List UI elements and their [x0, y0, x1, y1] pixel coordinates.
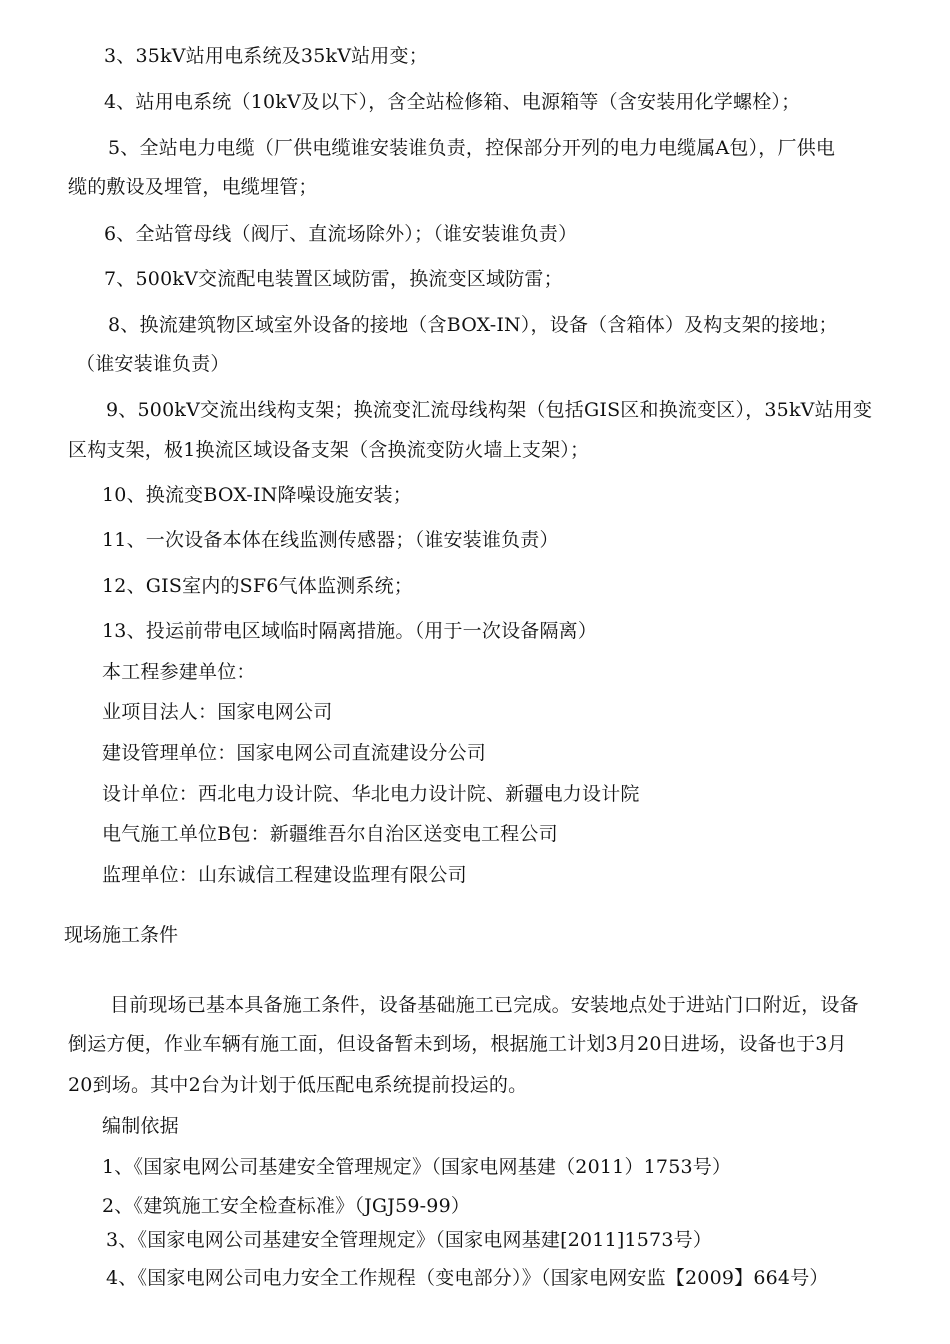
section-heading-site-conditions: 现场施工条件	[64, 924, 179, 946]
scope-item-9-line1: 9、500kV交流出线构支架；换流变汇流母线构架（包括GIS区和换流变区），35kV站用变	[106, 399, 873, 421]
scope-item-4: 4、站用电系统（10kV及以下），含全站检修箱、电源箱等（含安装用化学螺栓）；	[104, 91, 801, 113]
scope-item-11: 11、一次设备本体在线监测传感器；（谁安装谁负责）	[102, 529, 559, 551]
participant-construction: 电气施工单位B包：新疆维吾尔自治区送变电工程公司	[102, 823, 558, 845]
basis-item-3: 3、《国家电网公司基建安全管理规定》（国家电网基建[2011]1573号）	[106, 1229, 713, 1251]
site-conditions-line1: 目前现场已基本具备施工条件，设备基础施工已完成。安装地点处于进站门口附近，设备	[110, 994, 859, 1016]
scope-item-12: 12、GIS室内的SF6气体监测系统；	[102, 575, 413, 597]
scope-item-10: 10、换流变BOX-IN降噪设施安装；	[102, 484, 412, 506]
participant-supervision: 监理单位：山东诚信工程建设监理有限公司	[102, 864, 467, 886]
basis-item-1: 1、《国家电网公司基建安全管理规定》（国家电网基建（2011）1753号）	[102, 1156, 732, 1178]
scope-item-3: 3、35kV站用电系统及35kV站用变；	[104, 45, 428, 67]
site-conditions-line3: 20到场。其中2台为计划于低压配电系统提前投运的。	[68, 1074, 528, 1096]
scope-item-9-line2: 区构支架，极1换流区域设备支架（含换流变防火墙上支架）；	[68, 439, 590, 461]
scope-item-8-line2: （谁安装谁负责）	[76, 353, 230, 375]
section-heading-basis: 编制依据	[102, 1115, 179, 1137]
participant-management: 建设管理单位：国家电网公司直流建设分公司	[102, 742, 487, 764]
scope-item-6: 6、全站管母线（阀厅、直流场除外）；（谁安装谁负责）	[104, 223, 578, 245]
participant-owner: 业项目法人：国家电网公司	[102, 701, 333, 723]
scope-item-13: 13、投运前带电区域临时隔离措施。（用于一次设备隔离）	[102, 620, 598, 642]
basis-item-4: 4、《国家电网公司电力安全工作规程（变电部分）》（国家电网安监【2009】664号）	[106, 1267, 829, 1289]
basis-item-2: 2、《建筑施工安全检查标准》（JGJ59-99）	[102, 1195, 471, 1217]
participant-design: 设计单位：西北电力设计院、华北电力设计院、新疆电力设计院	[102, 783, 640, 805]
scope-item-5-line1: 5、全站电力电缆（厂供电缆谁安装谁负责，控保部分开列的电力电缆属A包），厂供电	[108, 137, 836, 159]
participants-intro: 本工程参建单位：	[102, 661, 256, 683]
scope-item-5-line2: 缆的敷设及埋管，电缆埋管；	[68, 176, 318, 198]
site-conditions-line2: 倒运方便，作业车辆有施工面，但设备暂未到场，根据施工计划3月20日进场，设备也于3月	[68, 1033, 847, 1055]
scope-item-7: 7、500kV交流配电装置区域防雷，换流变区域防雷；	[104, 268, 563, 290]
scope-item-8-line1: 8、换流建筑物区域室外设备的接地（含BOX-IN），设备（含箱体）及构支架的接地；	[108, 314, 838, 336]
